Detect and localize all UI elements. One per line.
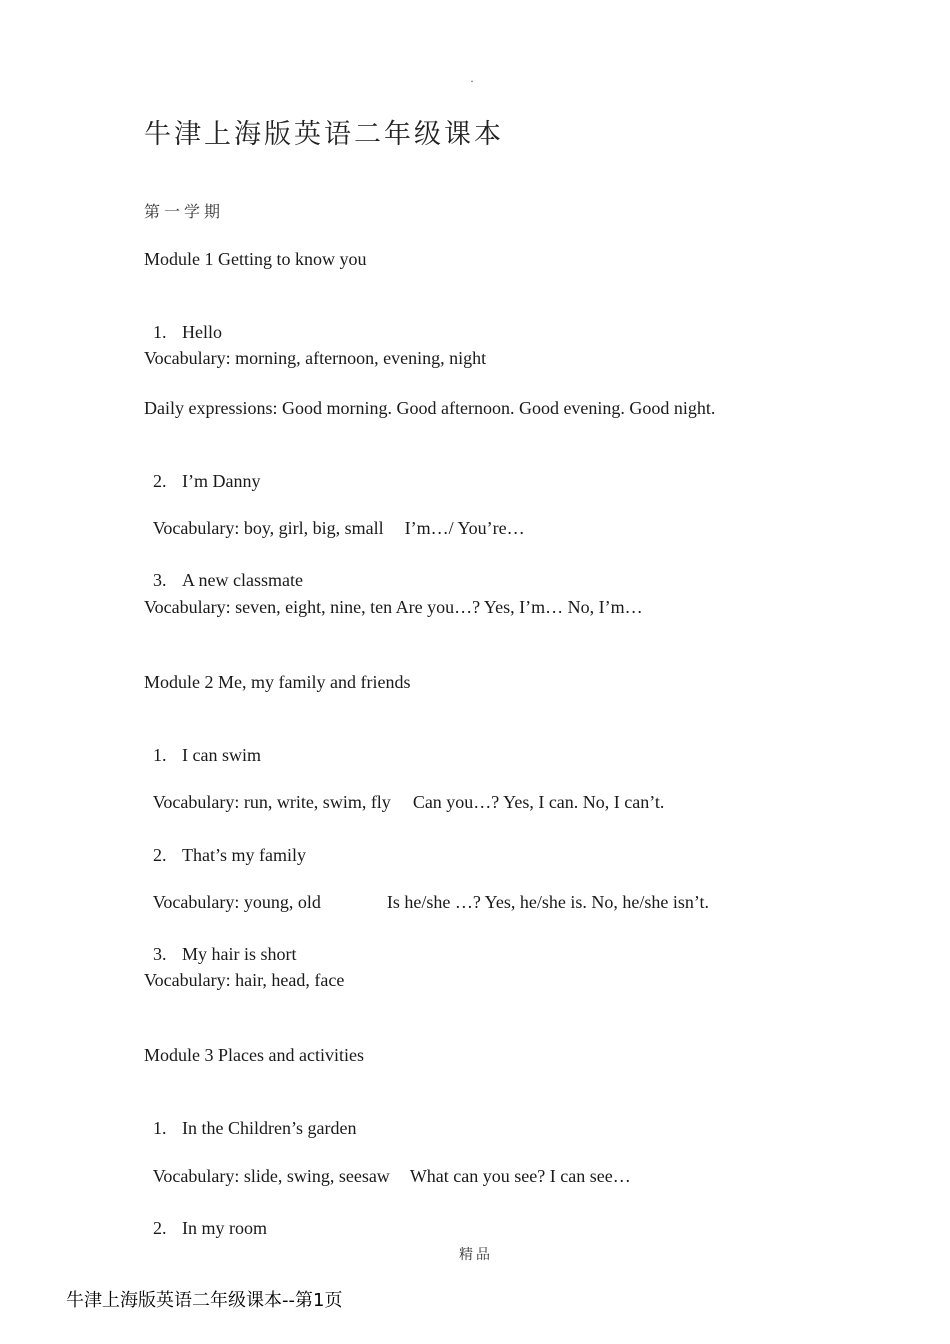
sentence-pattern: Is he/she …? Yes, he/she is. No, he/she isn’t. (386, 892, 709, 912)
vocabulary-text: Vocabulary: run, write, swim, fly (152, 792, 391, 812)
module-1-unit-3-title (144, 549, 303, 591)
unit-title: A new classmate (182, 570, 303, 590)
module-2-unit-3-vocabulary: Vocabulary: hair, head, face (144, 970, 345, 990)
unit-number: 1. (153, 322, 167, 342)
module-3-unit-2-title (144, 1197, 267, 1239)
module-2-heading: Module 2 Me, my family and friends (144, 672, 411, 692)
module-2-unit-1-title (144, 724, 261, 766)
vocabulary-text: Vocabulary: slide, swing, seesaw (152, 1166, 390, 1186)
header-dot: · (470, 74, 474, 88)
vocabulary-text: Vocabulary: boy, girl, big, small (152, 518, 384, 538)
sentence-pattern: What can you see? I can see… (409, 1166, 631, 1186)
unit-title: In my room (182, 1218, 267, 1238)
unit-title: That’s my family (182, 845, 306, 865)
module-3-unit-1-vocabulary (144, 1145, 631, 1187)
module-1-unit-1-vocabulary: Vocabulary: morning, afternoon, evening, night (144, 348, 487, 368)
vocabulary-text: Vocabulary: young, old (152, 892, 321, 912)
unit-title: I can swim (182, 745, 261, 765)
module-1-unit-1-title (144, 301, 222, 343)
module-2-unit-3-title (144, 923, 297, 965)
unit-number: 2. (153, 845, 167, 865)
unit-number: 1. (153, 745, 167, 765)
module-3-unit-1-title (144, 1097, 356, 1139)
unit-number: 2. (153, 1218, 167, 1238)
unit-title: In the Children’s garden (182, 1118, 357, 1138)
module-1-unit-2-title (144, 450, 260, 492)
module-1-heading: Module 1 Getting to know you (144, 249, 367, 269)
sentence-pattern: Can you…? Yes, I can. No, I can’t. (412, 792, 665, 812)
unit-title: I’m Danny (182, 471, 261, 491)
module-1-unit-1-daily-expressions: Daily expressions: Good morning. Good afternoon. Good evening. Good night. (144, 398, 716, 418)
unit-title: My hair is short (182, 944, 297, 964)
semester-heading: 第一学期 (144, 202, 225, 221)
page-footer: 牛津上海版英语二年级课本--第1页 (66, 1290, 343, 1311)
module-1-unit-3-vocabulary: Vocabulary: seven, eight, nine, ten Are you…? Yes, I’m… No, I’m… (144, 597, 643, 617)
module-1-unit-2-vocabulary (144, 497, 525, 539)
module-2-unit-1-vocabulary (144, 771, 664, 813)
module-2-unit-2-title (144, 824, 306, 866)
unit-number: 1. (153, 1118, 167, 1138)
footer-mark: 精品 (459, 1247, 493, 1263)
module-3-heading: Module 3 Places and activities (144, 1045, 364, 1065)
sentence-pattern: I’m…/ You’re… (404, 518, 525, 538)
module-2-unit-2-vocabulary (144, 871, 709, 913)
unit-number: 2. (153, 471, 167, 491)
unit-title: Hello (182, 322, 222, 342)
document-title: 牛津上海版英语二年级课本 (144, 119, 504, 150)
unit-number: 3. (153, 570, 167, 590)
unit-number: 3. (153, 944, 167, 964)
